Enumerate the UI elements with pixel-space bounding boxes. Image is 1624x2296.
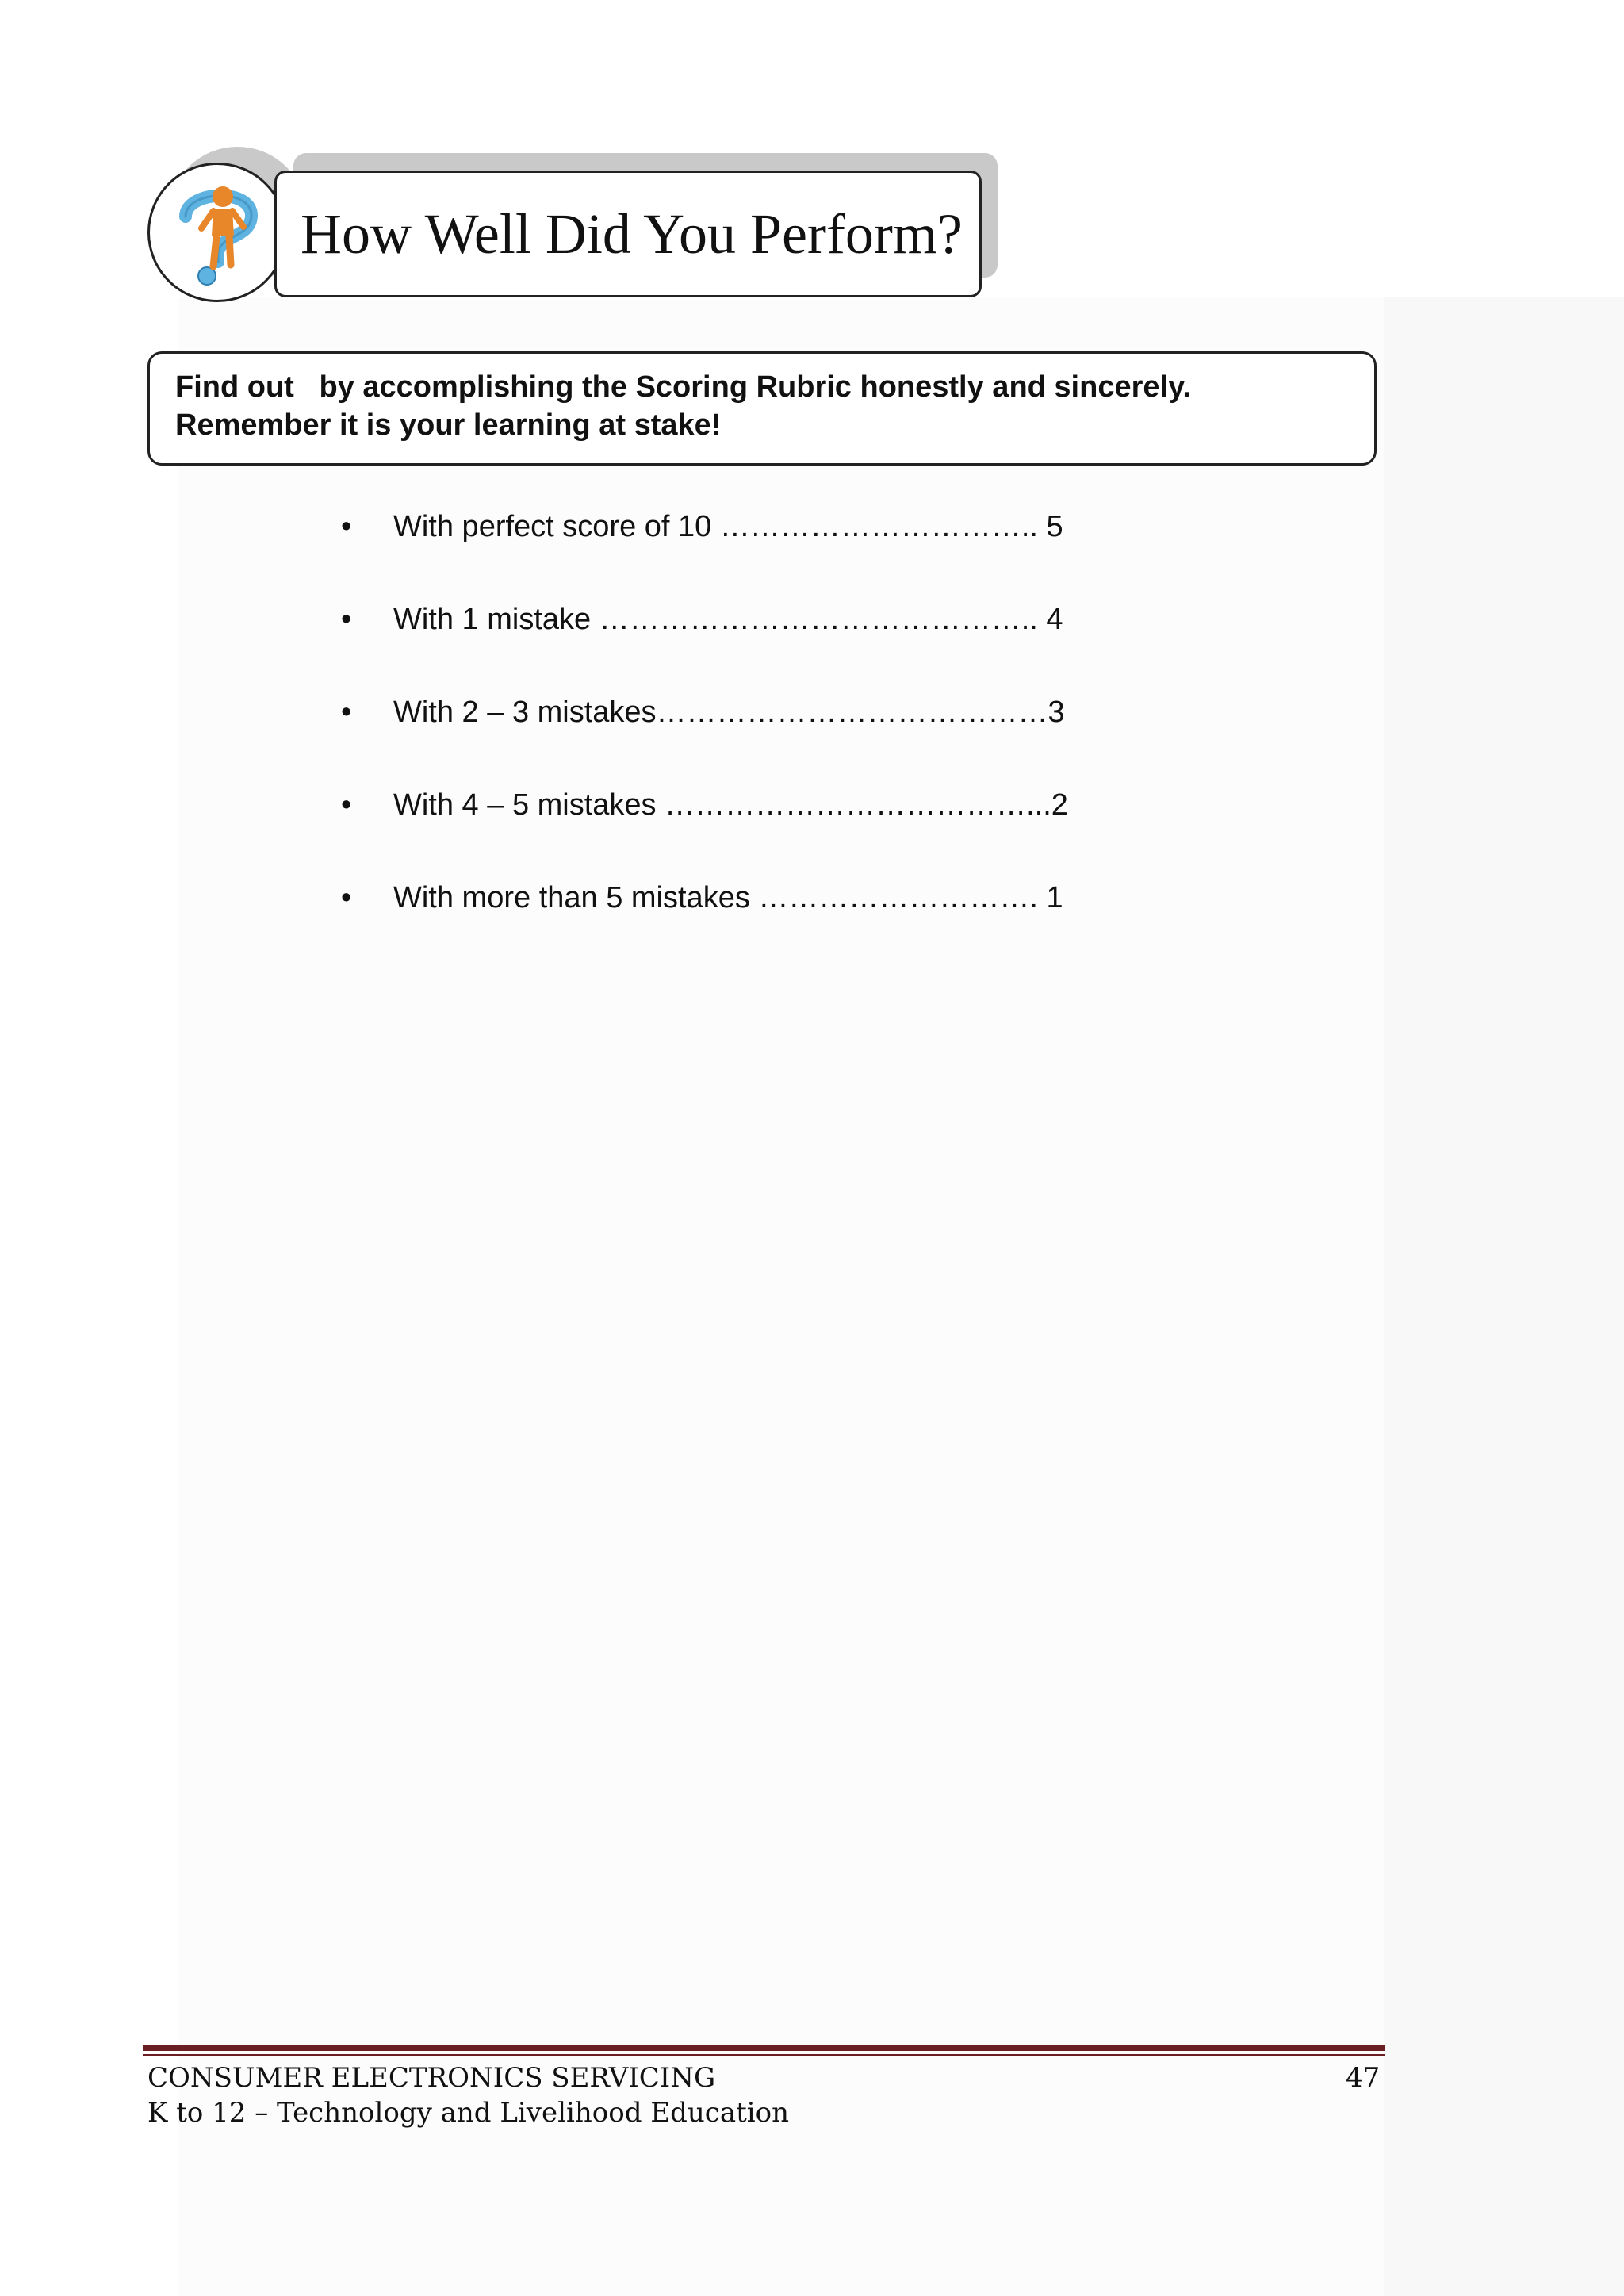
page-edge-shadow [1384,297,1624,2296]
question-person-graphic [158,173,277,292]
bullet: • [341,881,352,914]
instruction-line-1: Find out by accomplishing the Scoring Rubric honestly and sincerely. [175,370,1191,404]
footer-course: K to 12 – Technology and Livelihood Education [147,2097,789,2129]
bullet: • [341,696,352,729]
instruction-box [147,351,1377,466]
instruction-line-2: Remember it is your learning at stake! [175,408,722,442]
rubric-item-text: With 2 – 3 mistakes…………………………………3 [393,696,1065,729]
rubric-item-text: With 1 mistake …………………………………….. 4 [393,603,1063,636]
bullet: • [341,603,352,636]
footer-subject: CONSUMER ELECTRONICS SERVICING [147,2062,716,2094]
rubric-item-more-than-five [341,880,1063,1020]
bullet: • [341,510,352,543]
question-mark-person-icon [147,163,287,302]
footer-rule-thin [143,2054,1385,2056]
bullet: • [341,788,352,822]
rubric-item-text: With 4 – 5 mistakes ………………………………...2 [393,788,1068,822]
rubric-item-text: With perfect score of 10 ………………………….. 5 [393,510,1063,543]
page-title: How Well Did You Perform? [301,201,963,266]
footer-rule [143,2045,1385,2051]
rubric-item-text: With more than 5 mistakes ………………………. 1 [393,881,1063,914]
page-number: 47 [1346,2062,1381,2094]
title-box [274,171,982,297]
